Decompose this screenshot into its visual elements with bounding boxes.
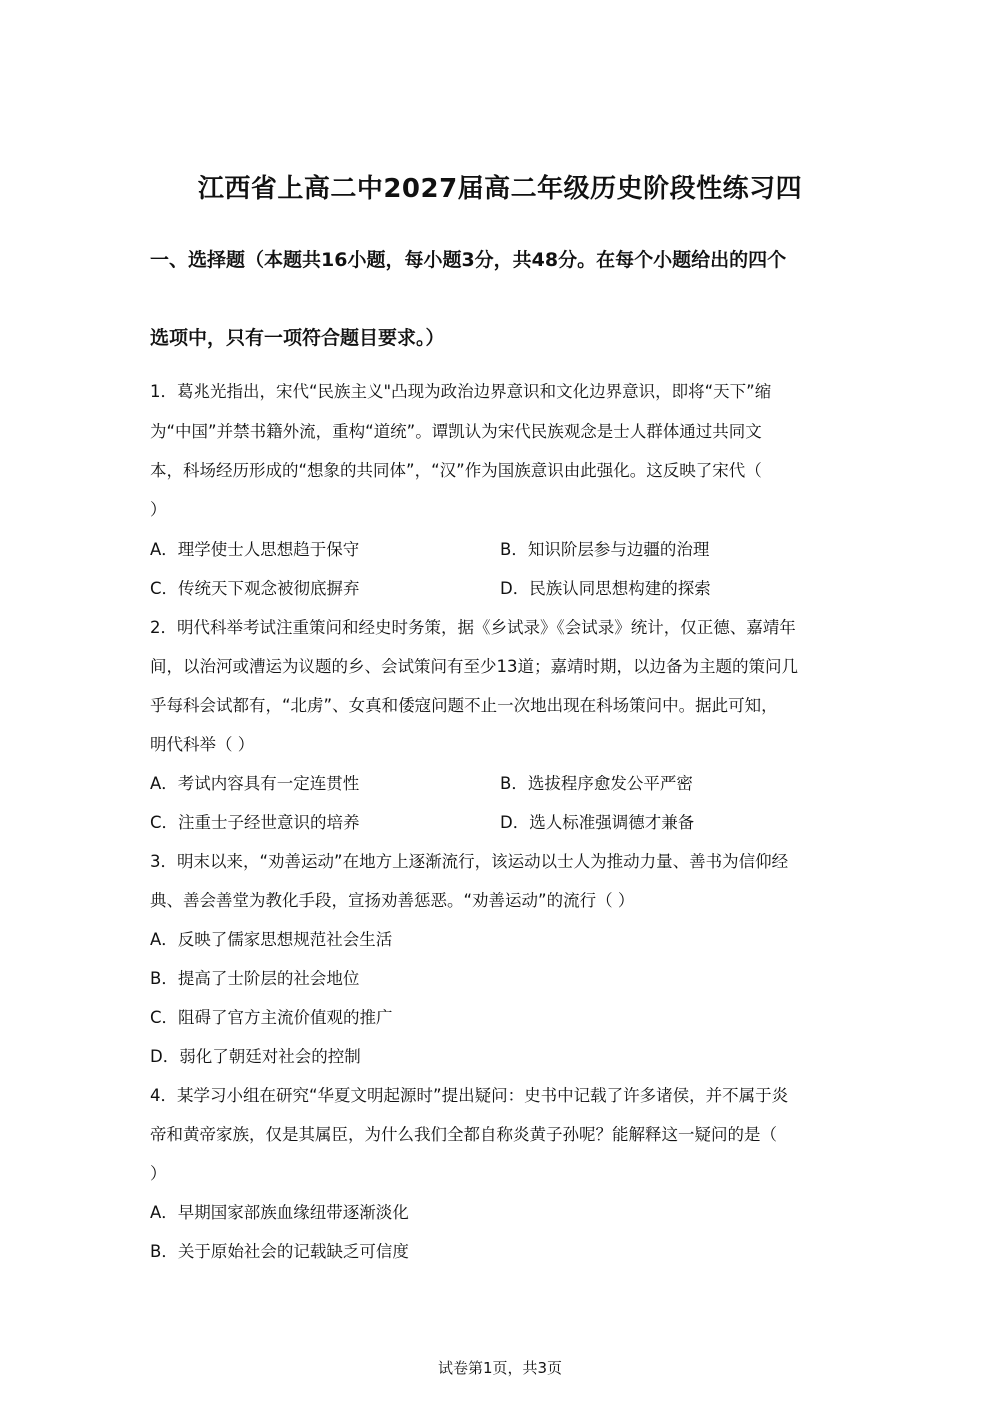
question-4-line-2: 帝和黄帝家族，仅是其属臣，为什么我们全都自称炎黄子孙呢？能解释这一疑问的是（ (150, 1125, 777, 1144)
question-3-option-c: C．阻碍了官方主流价值观的推广 (150, 1008, 393, 1027)
question-3-option-b: B．提高了士阶层的社会地位 (150, 969, 360, 988)
question-1-line-3: 本，科场经历形成的“想象的共同体”，“汉”作为国族意识由此强化。这反映了宋代（ (150, 461, 762, 480)
question-3-line-2: 典、善会善堂为教化手段，宣扬劝善惩恶。“劝善运动”的流行（ ） (150, 891, 635, 910)
question-2-option-b: B．选拔程序愈发公平严密 (500, 774, 693, 793)
question-2-line-1: 2．明代科举考试注重策问和经史时务策，据《乡试录》《会试录》统计，仅正德、嘉靖年 (150, 618, 796, 637)
page-title: 江西省上高二中2027届高二年级历史阶段性练习四 (197, 174, 803, 204)
question-3-line-1: 3．明末以来，“劝善运动”在地方上逐渐流行，该运动以士人为推动力量、善书为信仰经 (150, 852, 789, 871)
question-1-option-d: D．民族认同思想构建的探索 (500, 579, 711, 598)
question-2-line-2: 间，以治河或漕运为议题的乡、会试策问有至少13道；嘉靖时期，以边备为主题的策问几 (150, 657, 798, 676)
question-4-option-a: A．早期国家部族血缘纽带逐渐淡化 (150, 1203, 409, 1222)
question-1-option-c: C．传统天下观念被彻底摒弃 (150, 579, 360, 598)
question-1-line-1: 1．葛兆光指出，宋代“民族主义"凸现为政治边界意识和文化边界意识，即将“天下”缩 (150, 382, 772, 401)
question-2-line-3: 乎每科会试都有，“北虏”、女真和倭寇问题不止一次地出现在科场策问中。据此可知， (150, 696, 778, 715)
question-2-option-d: D．选人标准强调德才兼备 (500, 813, 695, 832)
question-1-option-b: B．知识阶层参与边疆的治理 (500, 540, 710, 559)
section-heading-line-2: 选项中，只有一项符合题目要求。） (150, 327, 445, 349)
question-1-option-a: A．理学使士人思想趋于保守 (150, 540, 360, 559)
question-4-line-3: ） (150, 1164, 167, 1183)
page-footer: 试卷第1页，共3页 (437, 1359, 563, 1377)
question-3-option-d: D．弱化了朝廷对社会的控制 (150, 1047, 361, 1066)
question-4-line-1: 4．某学习小组在研究“华夏文明起源时”提出疑问：史书中记载了许多诸侯，并不属于炎 (150, 1086, 789, 1105)
question-1-line-4: ） (150, 500, 167, 519)
question-1-line-2: 为“中国”并禁书籍外流，重构“道统”。谭凯认为宋代民族观念是士人群体通过共同文 (150, 422, 762, 441)
question-3-option-a: A．反映了儒家思想规范社会生活 (150, 930, 393, 949)
question-4-option-b: B．关于原始社会的记载缺乏可信度 (150, 1242, 409, 1261)
question-2-option-c: C．注重士子经世意识的培养 (150, 813, 360, 832)
question-2-line-4: 明代科举（ ） (150, 735, 255, 754)
question-2-option-a: A．考试内容具有一定连贯性 (150, 774, 360, 793)
section-heading-line-1: 一、选择题（本题共16小题，每小题3分，共48分。在每个小题给出的四个 (150, 249, 787, 271)
